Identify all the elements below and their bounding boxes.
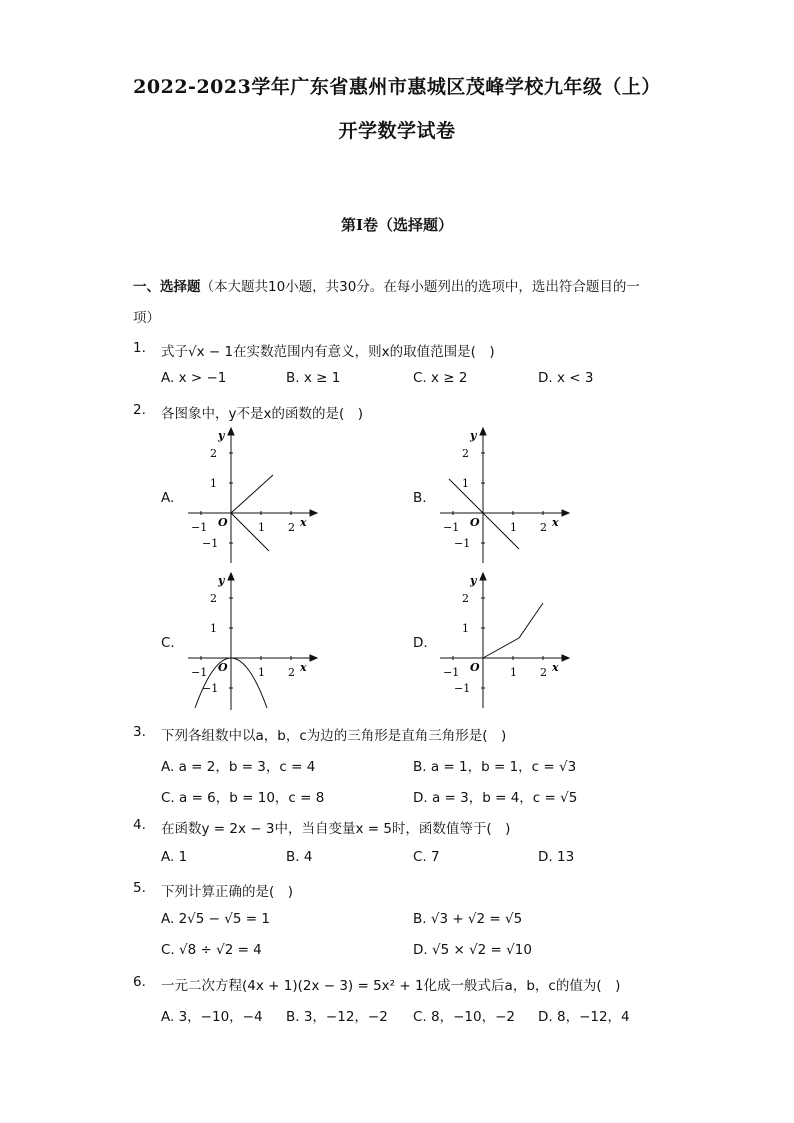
option-c: C. 7 (413, 849, 440, 865)
tick-label: 1 (210, 477, 217, 490)
question-stem: 下列各组数中以a，b，c为边的三角形是直角三角形是( ) (161, 728, 507, 744)
option-a: A. 1 (161, 849, 188, 865)
option-b: B. √3 + √2 = √5 (413, 911, 523, 927)
section-heading-cont: 项） (133, 310, 160, 326)
option-c: C. √8 ÷ √2 = 4 (161, 942, 262, 958)
question-number: 6. (133, 974, 146, 990)
tick-label: 2 (210, 592, 217, 605)
graph-a (180, 425, 320, 565)
option-a: A. 2√5 − √5 = 1 (161, 911, 270, 927)
option-b: B. x ≥ 1 (286, 370, 341, 386)
option-d: D. 13 (538, 849, 575, 865)
tick-label: 2 (210, 447, 217, 460)
graph-label-a: A. (161, 490, 175, 506)
option-d: D. √5 × √2 = √10 (413, 942, 532, 958)
question-number: 1. (133, 340, 146, 356)
x-axis-label: x (300, 661, 307, 674)
tick-label: −1 (443, 666, 460, 679)
option-a: A. 3，−10，−4 (161, 1009, 263, 1025)
tick-label: 1 (510, 521, 517, 534)
option-c: C. a = 6，b = 10，c = 8 (161, 790, 325, 806)
tick-label: −1 (443, 521, 460, 534)
graph-c (180, 570, 320, 715)
option-d: D. a = 3，b = 4，c = √5 (413, 790, 578, 806)
curve (483, 603, 543, 658)
tick-label: −1 (191, 666, 208, 679)
tick-label: 1 (258, 666, 265, 679)
question-stem: 各图象中，y不是x的函数的是( ) (161, 406, 364, 422)
tick-label: 1 (462, 477, 469, 490)
question-number: 3. (133, 724, 146, 740)
tick-label: 1 (462, 622, 469, 635)
option-b: B. a = 1，b = 1，c = √3 (413, 759, 577, 775)
question-number: 4. (133, 817, 146, 833)
option-d: D. x < 3 (538, 370, 594, 386)
y-axis-label: y (218, 574, 225, 587)
y-axis-label: y (218, 429, 225, 442)
x-axis-label: x (552, 661, 559, 674)
question-stem: 在函数y = 2x − 3中，当自变量x = 5时，函数值等于( ) (161, 821, 511, 837)
origin-label: O (470, 516, 480, 529)
question-stem: 一元二次方程(4x + 1)(2x − 3) = 5x² + 1化成一般式后a，b，c的值为( ) (161, 978, 621, 994)
origin-label: O (218, 661, 228, 674)
section-heading-bold: 一、选择题 (133, 279, 201, 295)
tick-label: 2 (288, 666, 295, 679)
graph-b (432, 425, 572, 565)
tick-label: −1 (454, 537, 471, 550)
tick-label: 1 (210, 622, 217, 635)
question-number: 2. (133, 402, 146, 418)
option-a: A. x > −1 (161, 370, 227, 386)
doc-title-line1: 2022-2023学年广东省惠州市惠城区茂峰学校九年级（上） (133, 76, 661, 98)
section-heading (133, 275, 640, 295)
tick-label: 2 (462, 447, 469, 460)
tick-label: 1 (258, 521, 265, 534)
graph-label-c: C. (161, 635, 175, 651)
option-d: D. 8，−12，4 (538, 1009, 630, 1025)
y-axis-label: y (470, 574, 477, 587)
x-axis-label: x (300, 516, 307, 529)
option-c: C. x ≥ 2 (413, 370, 468, 386)
question-stem: 式子√x − 1在实数范围内有意义，则x的取值范围是( ) (161, 344, 495, 360)
option-b: B. 3，−12，−2 (286, 1009, 388, 1025)
tick-label: 2 (462, 592, 469, 605)
option-a: A. a = 2，b = 3，c = 4 (161, 759, 316, 775)
tick-label: −1 (202, 682, 219, 695)
origin-label: O (470, 661, 480, 674)
tick-label: −1 (454, 682, 471, 695)
graph-d (432, 570, 572, 710)
y-axis-label: y (470, 429, 477, 442)
doc-title-line2: 开学数学试卷 (338, 120, 456, 142)
tick-label: −1 (191, 521, 208, 534)
tick-label: −1 (202, 537, 219, 550)
option-b: B. 4 (286, 849, 313, 865)
graph-label-b: B. (413, 490, 427, 506)
graph-label-d: D. (413, 635, 428, 651)
origin-label: O (218, 516, 228, 529)
tick-label: 2 (540, 521, 547, 534)
x-axis-label: x (552, 516, 559, 529)
part-label: 第I卷（选择题） (340, 216, 454, 234)
section-heading-rest: （本大题共10小题，共30分。在每小题列出的选项中，选出符合题目的一 (200, 279, 640, 295)
question-stem: 下列计算正确的是( ) (161, 884, 294, 900)
option-c: C. 8，−10，−2 (413, 1009, 515, 1025)
tick-label: 1 (510, 666, 517, 679)
question-number: 5. (133, 880, 146, 896)
tick-label: 2 (540, 666, 547, 679)
tick-label: 2 (288, 521, 295, 534)
